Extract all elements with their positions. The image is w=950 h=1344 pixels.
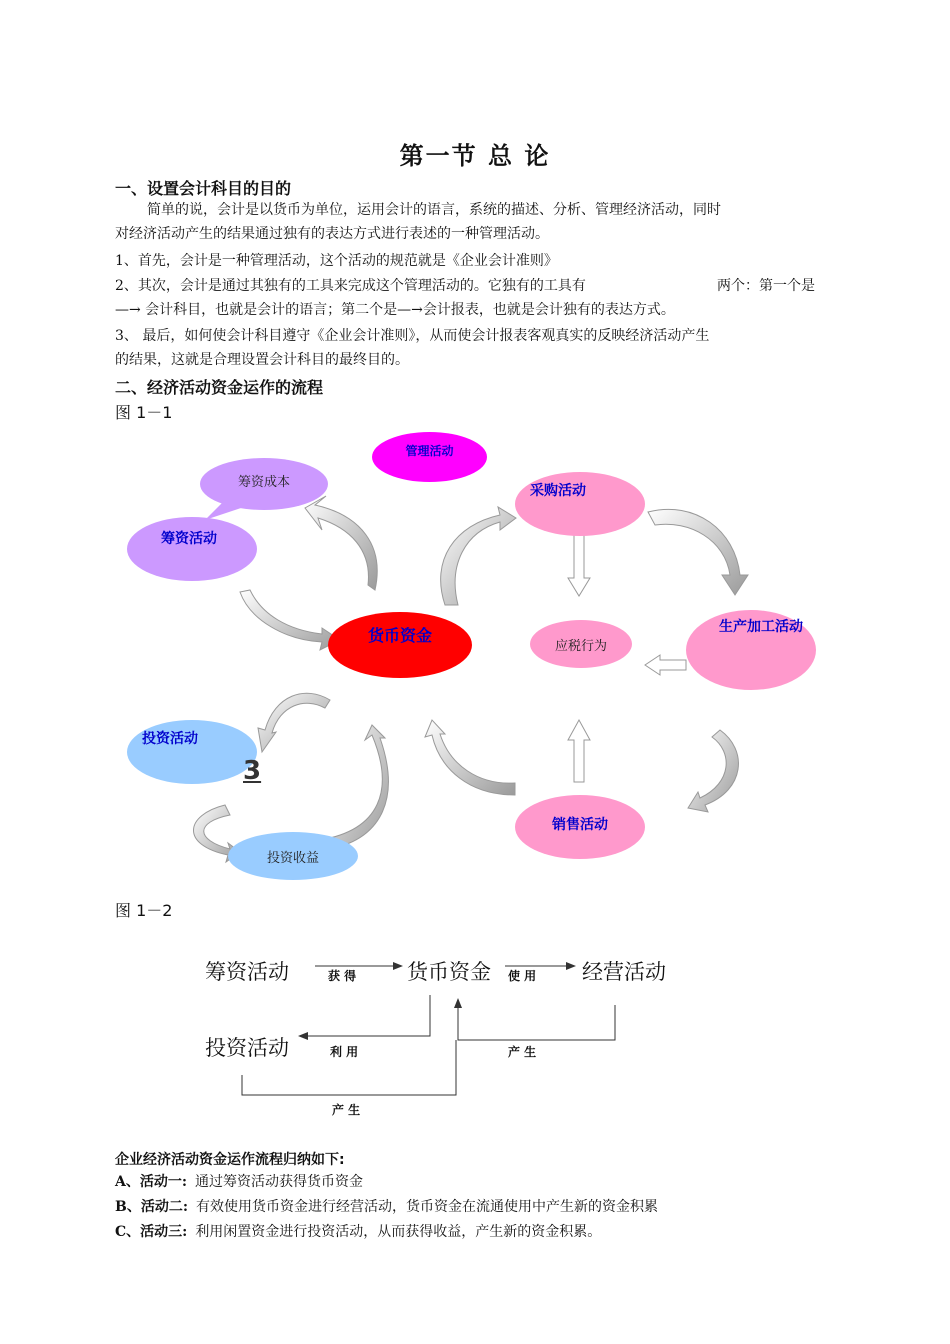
item3-line2: 的结果，这就是合理设置会计科目的最终目的。 <box>115 352 409 368</box>
fig2-label: 图 1－2 <box>115 901 173 920</box>
financing-label: 筹资活动 <box>161 531 217 547</box>
item1: 1、首先，会计是一种管理活动，这个活动的规范就是《企业会计准则》 <box>115 253 558 269</box>
fig2-investment: 投资活动 <box>205 1036 289 1060</box>
summary-b-label: B、活动二: <box>115 1199 189 1215</box>
summary-a-label: A、活动一: <box>115 1174 188 1190</box>
money-label: 货币资金 <box>367 625 432 645</box>
section2-heading: 二、经济活动资金运作的流程 <box>115 378 324 397</box>
summary-b-text: 有效使用货币资金进行经营活动，货币资金在流通使用中产生新的资金积累 <box>196 1199 659 1215</box>
fig2-money: 货币资金 <box>407 960 491 984</box>
para-line2: 对经济活动产生的结果通过独有的表达方式进行表述的一种管理活动。 <box>115 226 549 242</box>
sales-label: 销售活动 <box>552 817 608 833</box>
summary-c-text: 利用闲置资金进行投资活动，从而获得收益，产生新的资金积累。 <box>195 1224 602 1240</box>
item2-line1b: 两个：第一个是 <box>717 278 815 294</box>
page-title: 第一节 总 论 <box>399 142 551 170</box>
item3-line1: 3、 最后，如何使会计科目遵守《企业会计准则》，从而使会计报表客观真实的反映经济活动产生 <box>115 328 710 344</box>
summary-b <box>115 1195 658 1219</box>
fig2-operating: 经营活动 <box>582 960 666 984</box>
purchase-label: 采购活动 <box>530 483 586 499</box>
financing-cost-label: 筹资成本 <box>237 474 290 490</box>
investment-income-label: 投资收益 <box>266 850 319 866</box>
summary-c-label: C、活动三: <box>115 1224 188 1240</box>
summary-a <box>115 1170 363 1194</box>
fig2-financing: 筹资活动 <box>205 960 289 984</box>
number-mark: 3 <box>243 756 262 786</box>
summary-c <box>115 1220 601 1244</box>
item2-line2: —→ 会计科目，也就是会计的语言；第二个是—→会计报表，也就是会计独有的表达方式。 <box>115 302 675 318</box>
fig2-obtain: 获 得 <box>328 969 357 983</box>
fig2-produce2: 产 生 <box>332 1103 361 1117</box>
tax-label: 应税行为 <box>554 638 607 654</box>
fig2-produce1: 产 生 <box>508 1045 537 1059</box>
summary-heading: 企业经济活动资金运作流程归纳如下: <box>115 1152 345 1168</box>
production-label: 生产加工活动 <box>719 619 803 635</box>
management-label: 管理活动 <box>405 443 454 458</box>
investment-label: 投资活动 <box>142 731 198 747</box>
fig2-use: 使 用 <box>508 969 537 983</box>
para-line1: 简单的说，会计是以货币为单位，运用会计的语言，系统的描述、分析、管理经济活动，同时 <box>147 202 721 218</box>
item2-line1a: 2、其次，会计是通过其独有的工具来完成这个管理活动的。它独有的工具有 <box>115 278 586 294</box>
summary-a-text: 通过筹资活动获得货币资金 <box>195 1174 364 1190</box>
fig2-utilize: 利 用 <box>330 1045 359 1059</box>
fig1-label: 图 1－1 <box>115 403 173 422</box>
section1-heading: 一、设置会计科目的目的 <box>115 179 292 198</box>
